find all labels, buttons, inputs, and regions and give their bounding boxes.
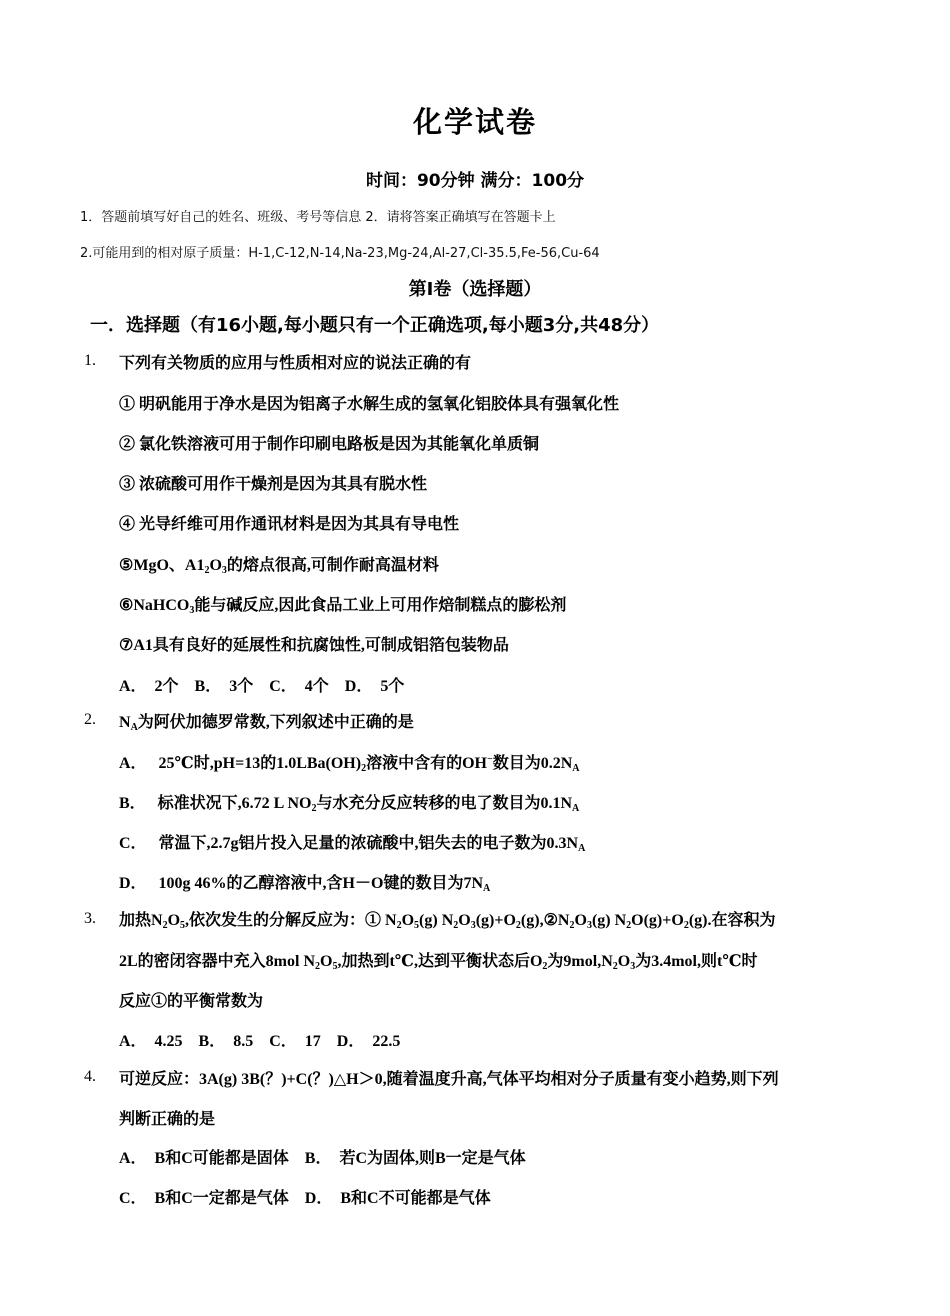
question-stem-continued: 反应①的平衡常数为 (119, 993, 264, 1010)
question-stem-continued: 判断正确的是 (119, 1111, 216, 1128)
question-number: 4. (84, 1068, 96, 1085)
question-stem: 可逆反应：3A(g) 3B(？)+C(？)△H＞0,随着温度升高,气体平均相对分子质量有变小趋势,则下列 (119, 1071, 779, 1088)
part-heading: 第Ⅰ卷（选择题） (408, 279, 542, 300)
question-number: 1. (84, 352, 96, 369)
statement-item: ② 氯化铁溶液可用于制作印刷电路板是因为其能氧化单质铜 (119, 436, 540, 453)
answer-option-b: B． 标准状况下,6.72 L $NO_2$与水充分反应转移的电了数目为$0.1N_A$ (119, 795, 580, 814)
instruction-note-1: 1．答题前填写好自己的姓名、班级、考号等信息 2．请将答案正确填写在答题卡上 (80, 210, 556, 225)
question-stem: 下列有关物质的应用与性质相对应的说法正确的有 (119, 355, 472, 372)
answer-option-c: C． 常温下,2.7g铝片投入足量的浓硫酸中,铝失去的电子数为$0.3N_A$ (119, 835, 586, 854)
statement-item: ③ 浓硫酸可用作干燥剂是因为其具有脱水性 (119, 476, 428, 493)
statement-item: ⑦A1具有良好的延展性和抗腐蚀性,可制成铝箔包装物品 (119, 637, 509, 654)
page-title: 化学试卷 (412, 105, 537, 139)
answer-options-row-2: C． B和C一定都是气体 D． B和C不可能都是气体 (119, 1190, 491, 1207)
question-stem: 加热$N_2O_5$,依次发生的分解反应为：① $N_2O_5(g)$ $N_2O_3(g)+O_2(g),②N_2O_3(g)$ $N_2O(g)+O_2(g)$.在容积为 (119, 912, 776, 931)
exam-time-score: 时间：90分钟 满分：100分 (365, 171, 585, 191)
question-stem: $N_A$为阿伏加德罗常数,下列叙述中正确的是 (119, 714, 414, 733)
section-heading: 一．选择题（有16小题,每小题只有一个正确选项,每小题3分,共48分） (90, 315, 660, 336)
answer-options: A． 4.25 B． 8.5 C． 17 D． 22.5 (119, 1033, 401, 1050)
statement-item: ④ 光导纤维可用作通讯材料是因为其具有导电性 (119, 516, 460, 533)
statement-item: ① 明矾能用于净水是因为铝离子水解生成的氢氧化铝胶体具有强氧化性 (119, 396, 620, 413)
answer-option-d: D． 100g 46%的乙醇溶液中,含H－O键的数目为$7N_A$ (119, 875, 491, 894)
answer-options: A． 2个 B． 3个 C． 4个 D． 5个 (119, 678, 405, 695)
answer-option-a: A． 25℃时,pH=13的$1.0LBa(OH)_2$溶液中含有的OH−数目为$0.2N_A$ (119, 754, 580, 774)
question-number: 2. (84, 711, 96, 728)
statement-item: ⑤MgO、$A1_2O_3$的熔点很高,可制作耐高温材料 (119, 557, 439, 576)
question-number: 3. (84, 910, 96, 927)
instruction-note-2: 2.可能用到的相对原子质量：H-1,C-12,N-14,Na-23,Mg-24,Al-27,Cl-35.5,Fe-56,Cu-64 (80, 246, 600, 261)
answer-options-row-1: A． B和C可能都是固体 B． 若C为固体,则B一定是气体 (119, 1150, 526, 1167)
question-stem-continued: 2L的密闭容器中充入8mol $N_2O_5$,加热到t℃,达到平衡状态后$O_2$为$9mol,N_2O_3$为3.4mol,则t℃时 (119, 953, 758, 972)
statement-item: ⑥NaHCO$_3$能与碱反应,因此食品工业上可用作焙制糕点的膨松剂 (119, 597, 567, 616)
